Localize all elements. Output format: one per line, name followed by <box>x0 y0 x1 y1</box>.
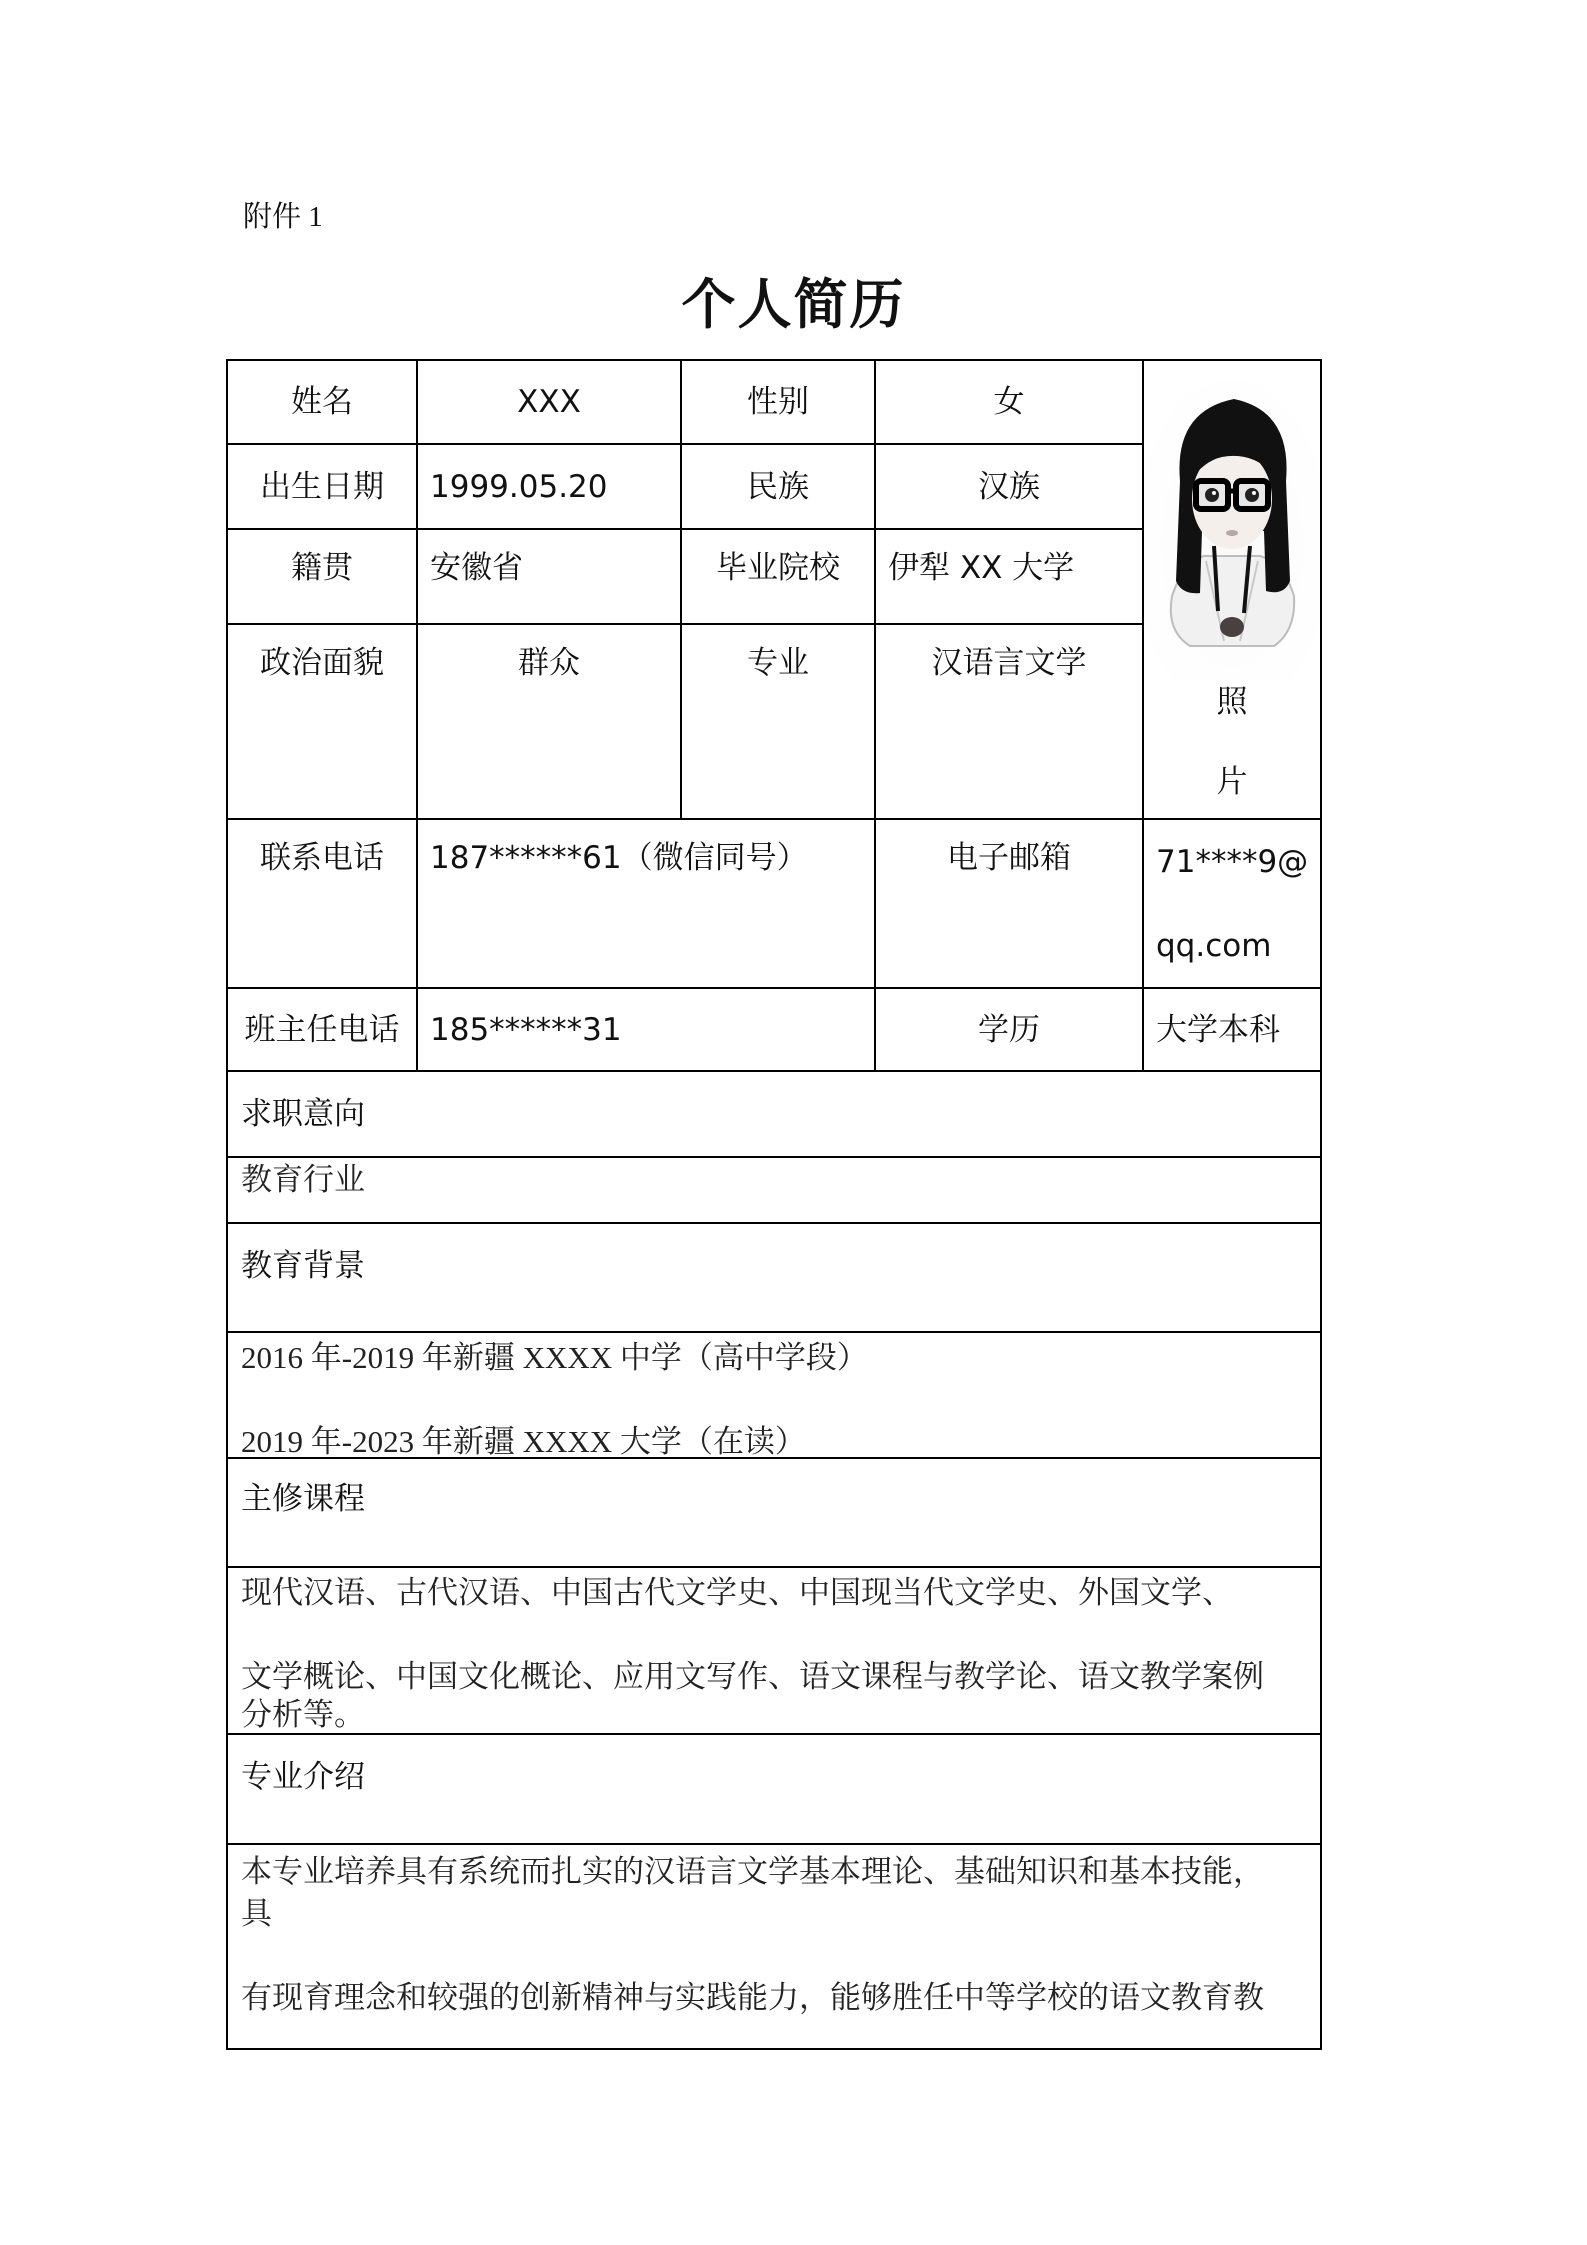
major-intro-line: 有现育理念和较强的创新精神与实践能力，能够胜任中等学校的语文教育教 <box>241 1980 1264 2015</box>
email-label-text: 电子邮箱 <box>947 840 1071 876</box>
courses-line: 现代汉语、古代汉语、中国古代文学史、中国现当代文学史、外国文学、 <box>241 1575 1233 1610</box>
degree-value <box>1144 989 1320 1072</box>
hometown-label-text: 籍贯 <box>291 550 353 586</box>
gender-value-text: 女 <box>993 384 1025 420</box>
major-label <box>682 625 876 820</box>
school-value <box>876 530 1144 625</box>
school-label-text: 毕业院校 <box>716 550 840 586</box>
name-label-text: 姓名 <box>291 384 353 420</box>
degree-value-text: 大学本科 <box>1156 1011 1280 1048</box>
major-intro-line: 本专业培养具有系统而扎实的汉语言文学基本理论、基础知识和基本技能， <box>241 1854 1264 1889</box>
degree-label <box>876 989 1144 1072</box>
email-value-line-1: 71****9@ <box>1156 844 1309 880</box>
courses-heading-text: 主修课程 <box>241 1481 365 1517</box>
gender-label-text: 性别 <box>747 384 809 420</box>
education-line: 2019 年-2023 年新疆 XXXX 大学（在读） <box>241 1424 806 1459</box>
birth-label <box>228 445 418 530</box>
birth-value <box>418 445 682 530</box>
ethnicity-value-text: 汉族 <box>978 468 1040 505</box>
ethnicity-label-text: 民族 <box>747 468 809 505</box>
page-title: 个人简历 <box>681 273 906 336</box>
courses-line: 分析等。 <box>241 1697 365 1732</box>
school-label <box>682 530 876 625</box>
phone-label <box>228 820 418 989</box>
education-content <box>228 1333 1320 1459</box>
photo-label-1: 照 <box>1216 684 1248 720</box>
education-line: 2016 年-2019 年新疆 XXXX 中学（高中学段） <box>241 1340 868 1375</box>
resume-table <box>226 359 1322 2050</box>
teacher-phone-label-text: 班主任电话 <box>244 1011 400 1048</box>
courses-line: 文学概论、中国文化概论、应用文写作、语文课程与教学论、语文教学案例 <box>241 1659 1264 1694</box>
phone-value-text: 187******61（微信同号） <box>430 840 808 876</box>
courses-content <box>228 1568 1320 1735</box>
photo-cell <box>1144 361 1320 820</box>
photo-label-2: 片 <box>1216 764 1248 800</box>
political-label <box>228 625 418 820</box>
hometown-label <box>228 530 418 625</box>
major-value <box>876 625 1144 820</box>
avatar-cartoon-icon <box>1144 381 1320 681</box>
political-label-text: 政治面貌 <box>260 645 384 681</box>
hometown-value <box>418 530 682 625</box>
email-value <box>1144 820 1320 989</box>
major-label-text: 专业 <box>747 645 809 681</box>
hometown-value-text: 安徽省 <box>430 550 523 586</box>
political-value-text: 群众 <box>518 645 580 681</box>
gender-value <box>876 361 1144 445</box>
phone-label-text: 联系电话 <box>260 840 384 876</box>
courses-heading <box>228 1459 1320 1568</box>
education-heading <box>228 1224 1320 1333</box>
major-intro-heading <box>228 1735 1320 1845</box>
major-value-text: 汉语言文学 <box>931 645 1087 681</box>
name-label <box>228 361 418 445</box>
name-value <box>418 361 682 445</box>
attachment-label: 附件 1 <box>243 201 323 233</box>
job-intention-heading <box>228 1072 1320 1158</box>
email-label <box>876 820 1144 989</box>
job-intention-content-text: 教育行业 <box>241 1162 365 1197</box>
political-value <box>418 625 682 820</box>
birth-label-text: 出生日期 <box>260 468 384 505</box>
major-intro-line: 具 <box>241 1896 272 1931</box>
job-intention-content <box>228 1158 1320 1224</box>
teacher-phone-label <box>228 989 418 1072</box>
phone-value <box>418 820 876 989</box>
name-value-text: XXX <box>517 384 581 420</box>
birth-value-text: 1999.05.20 <box>430 468 608 505</box>
gender-label <box>682 361 876 445</box>
teacher-phone-value-text: 185******31 <box>430 1011 622 1048</box>
email-value-line-2: qq.com <box>1156 928 1272 964</box>
degree-label-text: 学历 <box>978 1011 1040 1048</box>
school-value-text: 伊犁 XX 大学 <box>888 550 1075 586</box>
ethnicity-value <box>876 445 1144 530</box>
job-intention-heading-text: 求职意向 <box>241 1096 365 1132</box>
education-heading-text: 教育背景 <box>241 1248 365 1284</box>
teacher-phone-value <box>418 989 876 1072</box>
major-intro-content <box>228 1845 1320 2048</box>
major-intro-heading-text: 专业介绍 <box>241 1759 365 1795</box>
ethnicity-label <box>682 445 876 530</box>
